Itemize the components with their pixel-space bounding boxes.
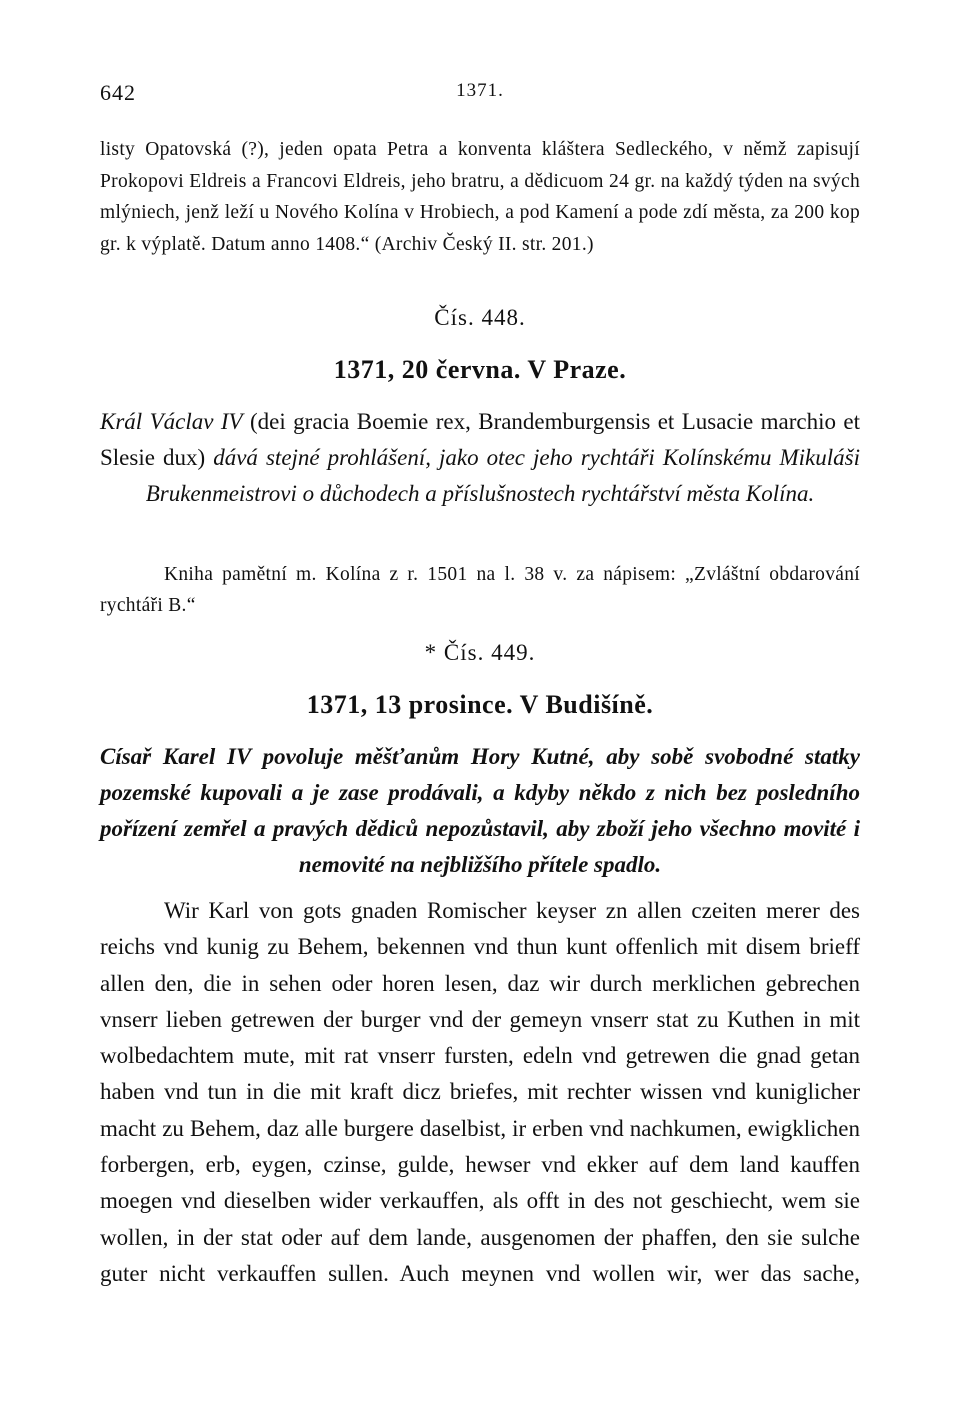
previous-document-tail: listy Opatovská (?), jeden opata Petra a konventa kláštera Sedleckého, v němž zapisují Prokopovi Eldreis a Francovi Eldreis, jeho bratru, a dědicuom 24 gr. na každý týden na svých mlýniech, jenž leží u Nového Kolína v Hrobiech, a pod Kamení a pode zdí města, za 200 kop gr. k výplatě. Datum anno 1408.“ (Archiv Český II. str. 201.) [100,139,860,255]
regest-448-summary: dává stejné prohlášení, jako otec jeho rychtáři Kolínskému Mikuláši Brukenmeistrovi o důchodech a příslušnostech rychtářství města Kolína. [145,445,860,506]
regest-448 [100,404,860,512]
source-note-448: Kniha pamětní m. Kolína z r. 1501 na l. 38 v. za nápisem: „Zvláštní obdarování rychtáři B.“ [100,564,860,616]
page-header [100,80,860,110]
running-head-year: 1371. [456,80,504,101]
regest-449: Císař Karel IV povoluje měšťanům Hory Kutné, aby sobě svobodné statky pozemské kupovali a je zase prodávali, a kdyby někdo z nich bez posledního pořízení zemřel a pravých dědiců nepozůstavil, aby zboží jeho všechno movité i nemovité na nejbližšího přítele spadlo. [100,744,860,877]
document-number-449: * Čís. 449. [424,640,536,665]
page-number: 642 [100,80,136,105]
regest-448-latin-title: (dei gracia Boemie rex, Brandemburgensis et Lusacie marchio et Slesie dux) [100,409,860,470]
document-number-448: Čís. 448. [434,305,526,330]
charter-text-449: Wir Karl von gots gnaden Romischer keyser zn allen czeiten merer des reichs vnd kunig zu Behem, bekennen vnd thun kunt offenlich mit disem brieff allen den, die in sehen oder horen lesen, daz wir durch merklichen gebrechen vnserr lieben getrewen der burger vnd der gemeyn vnserr stat zu Kuthen in mit wolbedachtem mute, mit rat vnserr fursten, edeln vnd getrewen die gnad getan haben vnd tun in die mit kraft dicz briefes, mit rechter wissen vnd kuniglicher macht zu Behem, daz alle burgere daselbist, ir erben vnd nachkumen, ewigklichen forbergen, erb, eygen, czinse, gulde, hewser vnd ekker auf dem land kauffen moegen vnd dieselben wider verkauffen, als offt in des not geschiecht, wem sie wollen, in der stat oder auf dem lande, ausgenomen der phaffen, den sie sulche guter nicht verkauffen sullen. Auch meynen vnd wollen wir, wer das sache, [100,898,860,1286]
regest-448-subject: Král Václav IV [100,409,243,434]
document-heading-449: 1371, 13 prosince. V Budišíně. [306,690,654,719]
document-heading-448: 1371, 20 června. V Praze. [333,355,627,384]
